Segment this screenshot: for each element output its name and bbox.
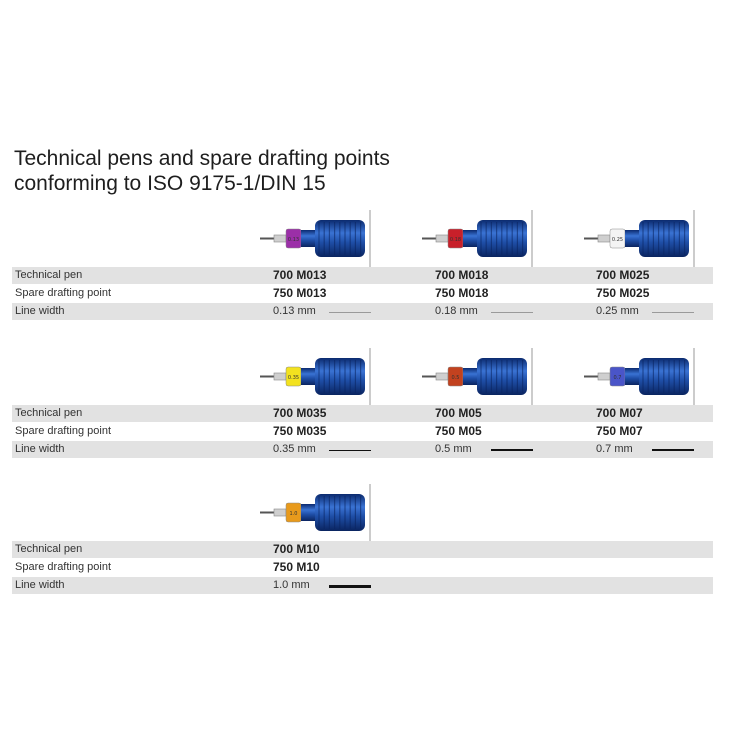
line-width-label: Line width [15, 443, 65, 455]
pen-cone [274, 373, 286, 380]
point-code: 750 M013 [273, 286, 327, 300]
title-line-1: Technical pens and spare drafting points [14, 147, 390, 170]
ring-code: 0.5 [451, 375, 460, 381]
line-width-value: 0.25 mm [596, 305, 639, 317]
line-width-value: 0.5 mm [435, 443, 472, 455]
pen-cone [274, 235, 286, 242]
pen-neck [625, 230, 639, 247]
line-width-sample [652, 312, 694, 313]
pen-image [256, 484, 372, 542]
pen-tip [584, 238, 598, 240]
ring-code: 0.25 [611, 237, 624, 243]
pen-tip [260, 512, 274, 514]
pen-cone [274, 509, 286, 516]
pen-neck [463, 230, 477, 247]
point-code: 750 M025 [596, 286, 650, 300]
technical-pen-row [12, 405, 713, 422]
line-width-row [12, 303, 713, 320]
line-width-value: 0.18 mm [435, 305, 478, 317]
pen-image [580, 210, 696, 268]
line-width-sample [491, 449, 533, 451]
line-width-cell [273, 577, 373, 594]
pen-tip [260, 376, 274, 378]
title-line-2: conforming to ISO 9175-1/DIN 15 [14, 172, 326, 195]
pen-neck [301, 368, 315, 385]
line-width-cell [435, 303, 535, 320]
spare-point-label: Spare drafting point [15, 425, 112, 437]
ring-code: 0.18 [449, 237, 462, 243]
line-width-sample [329, 312, 371, 313]
spare-point-label: Spare drafting point [15, 561, 112, 573]
point-code: 750 M05 [435, 424, 482, 438]
spare-point-row [12, 423, 713, 440]
technical-pen-label: Technical pen [15, 407, 83, 419]
pen-image [256, 348, 372, 406]
spare-point-row [12, 559, 713, 576]
pen-image [418, 348, 534, 406]
line-width-cell [435, 441, 535, 458]
spare-point-label: Spare drafting point [15, 287, 112, 299]
pen-code: 700 M10 [273, 542, 320, 556]
line-width-cell [273, 441, 373, 458]
line-width-row [12, 577, 713, 594]
pen-code: 700 M05 [435, 406, 482, 420]
ring-code: 1.0 [289, 511, 298, 517]
line-width-cell [596, 441, 696, 458]
line-width-label: Line width [15, 579, 65, 591]
ring-code: 0.7 [613, 375, 622, 381]
point-code: 750 M035 [273, 424, 327, 438]
ring-code: 0.13 [287, 237, 300, 243]
pen-code: 700 M07 [596, 406, 643, 420]
pen-neck [625, 368, 639, 385]
line-width-cell [273, 303, 373, 320]
point-code: 750 M07 [596, 424, 643, 438]
pen-tip [422, 376, 436, 378]
spare-point-row [12, 285, 713, 302]
pen-cone [598, 235, 610, 242]
pen-neck [463, 368, 477, 385]
pen-image [256, 210, 372, 268]
technical-pen-label: Technical pen [15, 543, 83, 555]
pen-tip [584, 376, 598, 378]
page-title [14, 146, 390, 196]
technical-pen-label: Technical pen [15, 269, 83, 281]
pen-cone [436, 373, 448, 380]
line-width-sample [329, 585, 371, 588]
point-code: 750 M10 [273, 560, 320, 574]
point-code: 750 M018 [435, 286, 489, 300]
pen-code: 700 M025 [596, 268, 650, 282]
pen-cone [598, 373, 610, 380]
line-width-label: Line width [15, 305, 65, 317]
line-width-cell [596, 303, 696, 320]
pen-cone [436, 235, 448, 242]
line-width-sample [329, 450, 371, 451]
pen-neck [301, 230, 315, 247]
technical-pen-row [12, 267, 713, 284]
line-width-sample [491, 312, 533, 313]
pen-image [580, 348, 696, 406]
line-width-value: 1.0 mm [273, 579, 310, 591]
line-width-sample [652, 449, 694, 451]
line-width-row [12, 441, 713, 458]
ring-code: 0.35 [287, 375, 300, 381]
pen-image [418, 210, 534, 268]
line-width-value: 0.7 mm [596, 443, 633, 455]
technical-pen-row [12, 541, 713, 558]
pen-tip [422, 238, 436, 240]
pen-code: 700 M018 [435, 268, 489, 282]
pen-neck [301, 504, 315, 521]
pen-code: 700 M013 [273, 268, 327, 282]
line-width-value: 0.35 mm [273, 443, 316, 455]
pen-tip [260, 238, 274, 240]
pen-code: 700 M035 [273, 406, 327, 420]
line-width-value: 0.13 mm [273, 305, 316, 317]
